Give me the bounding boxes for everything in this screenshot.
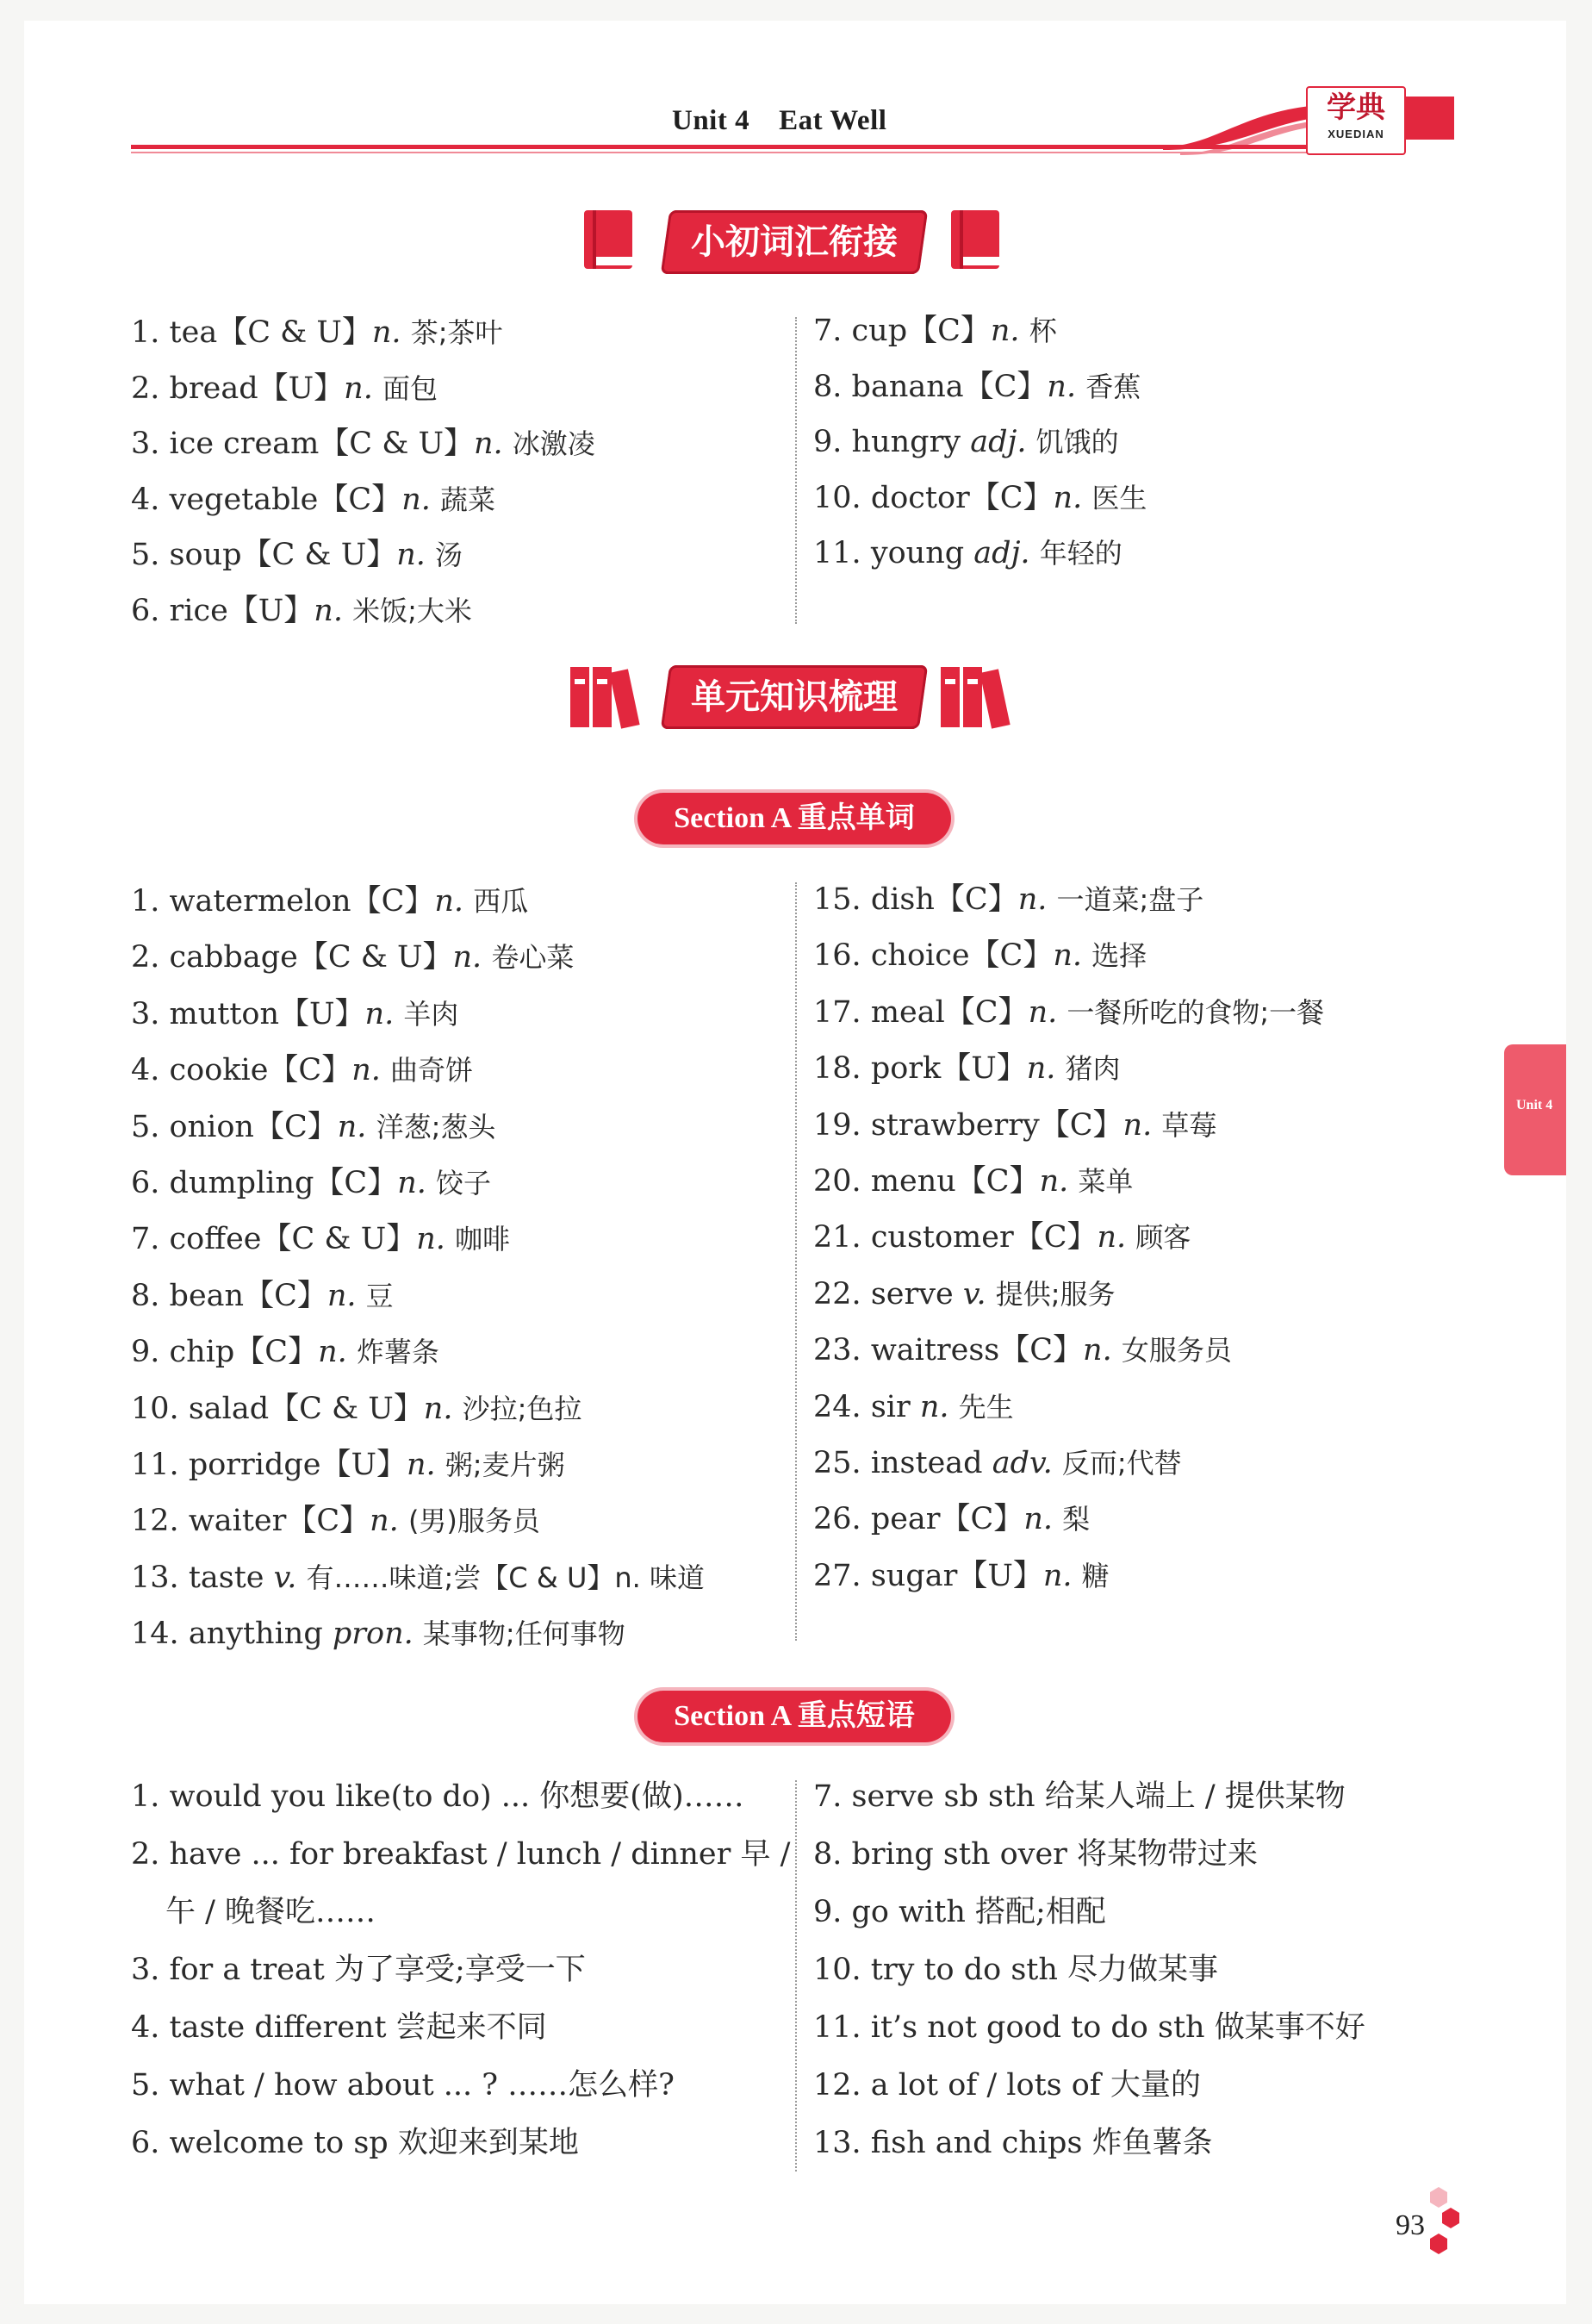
entry-word: doctor: [870, 480, 970, 515]
entry-countability: 【U】: [941, 1051, 1027, 1087]
phrases-list-left: [131, 1768, 790, 2172]
entry-meaning: 面包: [382, 371, 438, 405]
entry-meaning: 先生: [958, 1390, 1014, 1424]
entry-meaning: 一道菜;盘子: [1056, 883, 1204, 916]
entry-word: pork: [870, 1051, 942, 1087]
entry-meaning: 茶;茶叶: [410, 316, 503, 349]
vocab-entry: [813, 526, 1147, 582]
entry-number: 12.: [131, 1504, 179, 1539]
vocab-list-right: [813, 303, 1147, 582]
page-number: 93: [1396, 2209, 1425, 2241]
running-header: [672, 105, 886, 137]
entry-part-of-speech: n.: [452, 940, 482, 975]
entry-number: 6.: [131, 1165, 160, 1200]
entry-meaning: (男)服务员: [407, 1505, 540, 1538]
entry-countability: 【C】: [999, 1333, 1084, 1368]
column-divider: [795, 882, 797, 1641]
vocab-entry: [813, 1154, 1324, 1210]
entry-part-of-speech: n.: [397, 1165, 426, 1200]
entry-word: sugar: [870, 1558, 958, 1593]
entry-number: 5.: [131, 1109, 160, 1144]
phrase-entry: 2. have ... for breakfast / lunch / dinner 早 /: [131, 1837, 791, 1872]
entry-part-of-speech: v.: [962, 1276, 986, 1312]
entry-word: rice: [169, 593, 228, 628]
entry-word: tea: [169, 315, 218, 350]
entry-part-of-speech: n.: [1053, 480, 1083, 515]
entry-word: porridge: [188, 1447, 321, 1482]
entry-countability: 【C】: [318, 482, 402, 517]
binders-icon: [567, 662, 653, 734]
section-a-words-heading: Section A 重点单词: [637, 793, 951, 844]
entry-countability: 【C】: [234, 1335, 319, 1370]
entry-countability: 【U】: [957, 1558, 1043, 1593]
entry-countability: 【C】: [963, 369, 1048, 404]
entry-part-of-speech: n.: [1042, 1558, 1073, 1593]
entry-meaning: 草莓: [1161, 1108, 1217, 1142]
entry-meaning: 糖: [1081, 1559, 1110, 1592]
entry-meaning: 冰激凌: [512, 427, 595, 461]
entry-meaning: 汤: [435, 539, 463, 572]
vocab-entry: [131, 1212, 705, 1268]
entry-meaning: 洋葱;葱头: [376, 1110, 496, 1143]
phrase-entry: 3. for a treat 为了享受;享受一下: [131, 1953, 586, 1987]
entry-word: watermelon: [169, 884, 351, 919]
entry-number: 9.: [131, 1335, 160, 1370]
entry-meaning: 香蕉: [1085, 370, 1141, 403]
vocab-entry: [131, 1550, 705, 1606]
entry-countability: 【U】: [279, 996, 365, 1031]
vocab-entry: [813, 1098, 1324, 1154]
vocab-entry: [813, 414, 1147, 470]
entry-number: 4.: [131, 482, 160, 517]
entry-number: 26.: [813, 1502, 861, 1537]
entry-part-of-speech: n.: [1083, 1333, 1112, 1368]
entry-part-of-speech: v.: [273, 1560, 297, 1595]
entry-part-of-speech: n.: [326, 1278, 357, 1313]
entry-number: 11.: [131, 1447, 179, 1482]
vocab-entry: [813, 872, 1324, 928]
entry-part-of-speech: n.: [1047, 369, 1077, 404]
entry-meaning: 米饭;大米: [352, 594, 472, 627]
logo-band: [1402, 97, 1454, 140]
vocab-entry: [813, 1380, 1324, 1436]
entry-countability: 【C】: [940, 1502, 1024, 1537]
entry-part-of-speech: n.: [370, 1504, 399, 1539]
entry-part-of-speech: n.: [337, 1109, 367, 1144]
phrase-entry: 午 / 晚餐吃……: [165, 1895, 376, 1929]
entry-part-of-speech: n.: [1023, 1502, 1053, 1537]
unit-side-tab[interactable]: [1504, 1044, 1566, 1175]
entry-part-of-speech: n.: [473, 427, 503, 462]
vocab-entry: [131, 987, 705, 1043]
vocab-entry: [131, 930, 705, 986]
entry-number: 2.: [131, 371, 160, 406]
entry-meaning: 杯: [1029, 315, 1057, 347]
entry-number: 6.: [131, 593, 160, 628]
entry-meaning: 卷心菜: [491, 941, 575, 975]
entry-meaning: 咖啡: [455, 1223, 511, 1256]
entry-word: menu: [870, 1163, 956, 1199]
entry-word: young: [870, 536, 965, 571]
entry-countability: 【C】: [934, 882, 1018, 917]
vocab-entry: [813, 1548, 1324, 1604]
vocab-entry: [813, 985, 1324, 1041]
entry-countability: 【C & U】: [297, 940, 453, 975]
vocab-entry: [813, 470, 1147, 526]
entry-meaning: 炸薯条: [356, 1336, 439, 1369]
entry-part-of-speech: n.: [396, 538, 426, 573]
entry-number: 3.: [131, 996, 160, 1031]
entry-countability: 【C】: [944, 994, 1029, 1030]
logo-chinese: 学典: [1327, 90, 1385, 125]
entry-word: dish: [870, 882, 935, 917]
entry-number: 23.: [813, 1333, 861, 1368]
entry-part-of-speech: pron.: [332, 1617, 414, 1652]
vocab-entry: [131, 1043, 705, 1099]
entry-number: 14.: [131, 1617, 179, 1652]
entry-number: 15.: [813, 882, 861, 917]
entry-meaning: 粥;麦片粥: [445, 1448, 565, 1481]
column-divider: [795, 317, 797, 624]
entry-word: ice cream: [169, 427, 320, 462]
publisher-logo: [1306, 86, 1406, 155]
words-list-left: [131, 874, 705, 1662]
header-rule: [131, 145, 1328, 149]
entry-countability: 【C & U】: [319, 427, 474, 462]
entry-number: 19.: [813, 1107, 861, 1143]
entry-word: hungry: [851, 425, 961, 460]
vocab-entry: [131, 1493, 705, 1549]
logo-english: XUEDIAN: [1328, 128, 1384, 140]
phrases-list-right: [813, 1768, 1365, 2172]
phrase-entry: 9. go with 搭配;相配: [813, 1895, 1106, 1929]
entry-word: anything: [188, 1617, 323, 1652]
entry-meaning: 蔬菜: [440, 483, 496, 516]
entry-word: dumpling: [169, 1165, 314, 1200]
phrase-entry: 10. try to do sth 尽力做某事: [813, 1953, 1219, 1987]
vocab-entry: [813, 1267, 1324, 1323]
entry-number: 8.: [131, 1278, 160, 1313]
entry-meaning: 梨: [1062, 1503, 1091, 1536]
entry-word: banana: [851, 369, 964, 404]
unit-label: Unit 4: [672, 105, 750, 136]
entry-number: 8.: [813, 369, 843, 404]
entry-number: 10.: [131, 1391, 179, 1426]
vocab-entry: [131, 1156, 705, 1212]
vocab-entry: [813, 1436, 1324, 1492]
entry-countability: 【C】: [1039, 1107, 1123, 1143]
entry-word: sir: [870, 1389, 911, 1424]
entry-word: bean: [169, 1278, 245, 1313]
entry-word: choice: [870, 938, 970, 974]
entry-countability: 【C & U】: [261, 1222, 417, 1257]
entry-word: customer: [870, 1220, 1014, 1255]
entry-part-of-speech: n.: [371, 315, 401, 350]
entry-meaning: 一餐所吃的食物;一餐: [1067, 995, 1325, 1029]
entry-word: vegetable: [169, 482, 319, 517]
entry-part-of-speech: adv.: [992, 1445, 1053, 1480]
entry-meaning: 豆: [365, 1279, 394, 1312]
entry-word: cabbage: [169, 940, 298, 975]
entry-meaning: 西瓜: [473, 885, 529, 918]
phrase-entry: 6. welcome to sp 欢迎来到某地: [131, 2126, 579, 2160]
entry-word: cup: [851, 314, 908, 348]
book-icon: [581, 207, 641, 276]
entry-countability: 【U】: [258, 371, 345, 406]
entry-word: mutton: [169, 996, 280, 1031]
vocab-entry: [131, 527, 595, 583]
entry-number: 1.: [131, 315, 160, 350]
vocab-entry: [813, 359, 1147, 415]
entry-countability: 【C】: [969, 480, 1054, 515]
unit-summary-banner: 单元知识梳理: [661, 665, 928, 729]
vocab-entry: [131, 472, 595, 528]
vocab-entry: [131, 1606, 705, 1662]
vocab-list-left: [131, 305, 595, 639]
entry-part-of-speech: n.: [1028, 994, 1058, 1030]
entry-meaning: 女服务员: [1121, 1334, 1232, 1368]
entry-meaning: 饥饿的: [1035, 426, 1119, 459]
entry-word: cookie: [169, 1053, 269, 1088]
entry-part-of-speech: n.: [1053, 938, 1082, 974]
entry-word: waitress: [870, 1333, 1000, 1368]
entry-part-of-speech: adj.: [970, 425, 1027, 460]
entry-meaning: 沙拉;色拉: [462, 1392, 582, 1425]
vocab-entry: [131, 416, 595, 472]
entry-number: 4.: [131, 1053, 160, 1088]
entry-number: 17.: [813, 994, 861, 1030]
vocab-entry: [813, 303, 1147, 359]
vocab-entry: [813, 1492, 1324, 1548]
entry-part-of-speech: n.: [919, 1389, 949, 1424]
phrase-entry: 5. what / how about ... ? ……怎么样?: [131, 2068, 675, 2103]
entry-number: 25.: [813, 1445, 861, 1480]
entry-word: instead: [870, 1445, 983, 1480]
entry-number: 27.: [813, 1558, 861, 1593]
entry-meaning: 选择: [1091, 939, 1147, 973]
entry-number: 20.: [813, 1163, 861, 1199]
entry-countability: 【U】: [227, 593, 314, 628]
entry-word: taste: [188, 1560, 264, 1595]
vocab-entry: [131, 361, 595, 417]
entry-number: 3.: [131, 427, 160, 462]
entry-number: 18.: [813, 1051, 861, 1087]
entry-number: 21.: [813, 1220, 861, 1255]
vocab-entry: [131, 583, 595, 639]
entry-part-of-speech: n.: [364, 996, 395, 1031]
entry-countability: 【C】: [969, 938, 1054, 974]
entry-countability: 【C & U】: [217, 315, 372, 350]
entry-countability: 【C】: [268, 1053, 352, 1088]
entry-word: coffee: [169, 1222, 262, 1257]
entry-countability: 【C】: [955, 1163, 1040, 1199]
entry-number: 11.: [813, 536, 861, 571]
entry-word: bread: [169, 371, 258, 406]
entry-part-of-speech: n.: [1097, 1220, 1127, 1255]
entry-number: 7.: [813, 314, 843, 348]
phrase-entry: 7. serve sb sth 给某人端上 / 提供某物: [813, 1779, 1346, 1814]
entry-word: chip: [169, 1335, 235, 1370]
entry-part-of-speech: n.: [1026, 1051, 1056, 1087]
entry-word: onion: [169, 1109, 254, 1144]
entry-number: 16.: [813, 938, 861, 974]
phrase-entry: 11. it’s not good to do sth 做某事不好: [813, 2010, 1365, 2045]
entry-meaning: 提供;服务: [995, 1277, 1116, 1311]
entry-meaning: 反而;代替: [1061, 1446, 1182, 1480]
entry-part-of-speech: n.: [423, 1391, 453, 1426]
entry-countability: 【U】: [320, 1447, 407, 1482]
entry-part-of-speech: n.: [314, 593, 343, 628]
entry-countability: 【C】: [351, 884, 435, 919]
vocab-entry: [131, 1437, 705, 1493]
entry-part-of-speech: n.: [344, 371, 373, 406]
entry-word: salad: [188, 1391, 270, 1426]
vocab-entry: [131, 1324, 705, 1380]
entry-countability: 【C】: [314, 1165, 398, 1200]
entry-part-of-speech: n.: [1039, 1163, 1069, 1199]
entry-part-of-speech: n.: [351, 1053, 381, 1088]
entry-word: pear: [870, 1502, 941, 1537]
entry-countability: 【C】: [244, 1278, 327, 1313]
phrase-entry: 12. a lot of / lots of 大量的: [813, 2068, 1201, 2103]
section-a-phrases-heading: Section A 重点短语: [637, 1691, 951, 1742]
entry-meaning: 顾客: [1135, 1221, 1191, 1255]
vocab-entry: [131, 305, 595, 361]
entry-number: 10.: [813, 480, 861, 515]
phrase-entry: 4. taste different 尝起来不同: [131, 2010, 547, 2045]
vocab-entry: [813, 1323, 1324, 1379]
entry-number: 13.: [131, 1560, 179, 1595]
entry-countability: 【C】: [253, 1109, 338, 1144]
words-list-right: [813, 872, 1324, 1604]
entry-part-of-speech: n.: [416, 1222, 445, 1257]
entry-meaning: 曲奇饼: [390, 1054, 474, 1087]
entry-part-of-speech: n.: [434, 884, 464, 919]
entry-number: 5.: [131, 538, 160, 573]
side-tab-label: Unit 4: [1516, 1098, 1553, 1112]
vocab-entry: [813, 928, 1324, 984]
entry-number: 22.: [813, 1276, 861, 1312]
entry-number: 7.: [131, 1222, 160, 1257]
header-rule-thin: [131, 152, 1328, 153]
column-divider: [795, 1780, 797, 2171]
entry-meaning: 某事物;任何事物: [422, 1617, 625, 1651]
entry-part-of-speech: adj.: [973, 536, 1030, 571]
entry-word: serve: [870, 1276, 954, 1312]
vocab-entry: [131, 874, 705, 930]
entry-word: soup: [169, 538, 242, 573]
entry-word: meal: [870, 994, 945, 1030]
entry-meaning: 医生: [1091, 481, 1147, 514]
book-icon: [948, 207, 1008, 276]
entry-meaning: 羊肉: [403, 997, 459, 1031]
entry-part-of-speech: n.: [406, 1447, 436, 1482]
entry-meaning: 年轻的: [1039, 537, 1122, 570]
phrase-entry: 13. fish and chips 炸鱼薯条: [813, 2126, 1213, 2160]
entry-countability: 【C】: [907, 314, 991, 348]
phrase-entry: 1. would you like(to do) ... 你想要(做)……: [131, 1779, 744, 1814]
vocab-entry: [131, 1381, 705, 1437]
entry-countability: 【C & U】: [241, 538, 397, 573]
entry-part-of-speech: n.: [401, 482, 431, 517]
entry-number: 24.: [813, 1389, 861, 1424]
entry-meaning: 菜单: [1078, 1164, 1134, 1198]
vocab-bridge-banner: 小初词汇衔接: [661, 210, 928, 274]
entry-part-of-speech: n.: [1017, 882, 1048, 917]
entry-countability: 【C & U】: [269, 1391, 424, 1426]
vocab-entry: [131, 1100, 705, 1156]
entry-meaning: 有……味道;尝【C & U】n. 味道: [306, 1561, 705, 1594]
entry-meaning: 猪肉: [1065, 1052, 1121, 1086]
unit-title: Eat Well: [779, 105, 887, 136]
binders-icon: [937, 662, 1023, 734]
entry-meaning: 饺子: [436, 1166, 492, 1199]
entry-part-of-speech: n.: [318, 1335, 347, 1370]
entry-countability: 【C】: [286, 1504, 370, 1539]
entry-number: 2.: [131, 940, 160, 975]
entry-part-of-speech: n.: [1122, 1107, 1153, 1143]
entry-countability: 【C】: [1013, 1220, 1098, 1255]
entry-number: 9.: [813, 425, 843, 460]
vocab-entry: [813, 1210, 1324, 1266]
entry-word: waiter: [188, 1504, 287, 1539]
entry-number: 1.: [131, 884, 160, 919]
vocab-entry: [813, 1041, 1324, 1097]
phrase-entry: 8. bring sth over 将某物带过来: [813, 1837, 1259, 1872]
vocab-entry: [131, 1268, 705, 1324]
entry-part-of-speech: n.: [990, 314, 1020, 348]
entry-word: strawberry: [870, 1107, 1040, 1143]
